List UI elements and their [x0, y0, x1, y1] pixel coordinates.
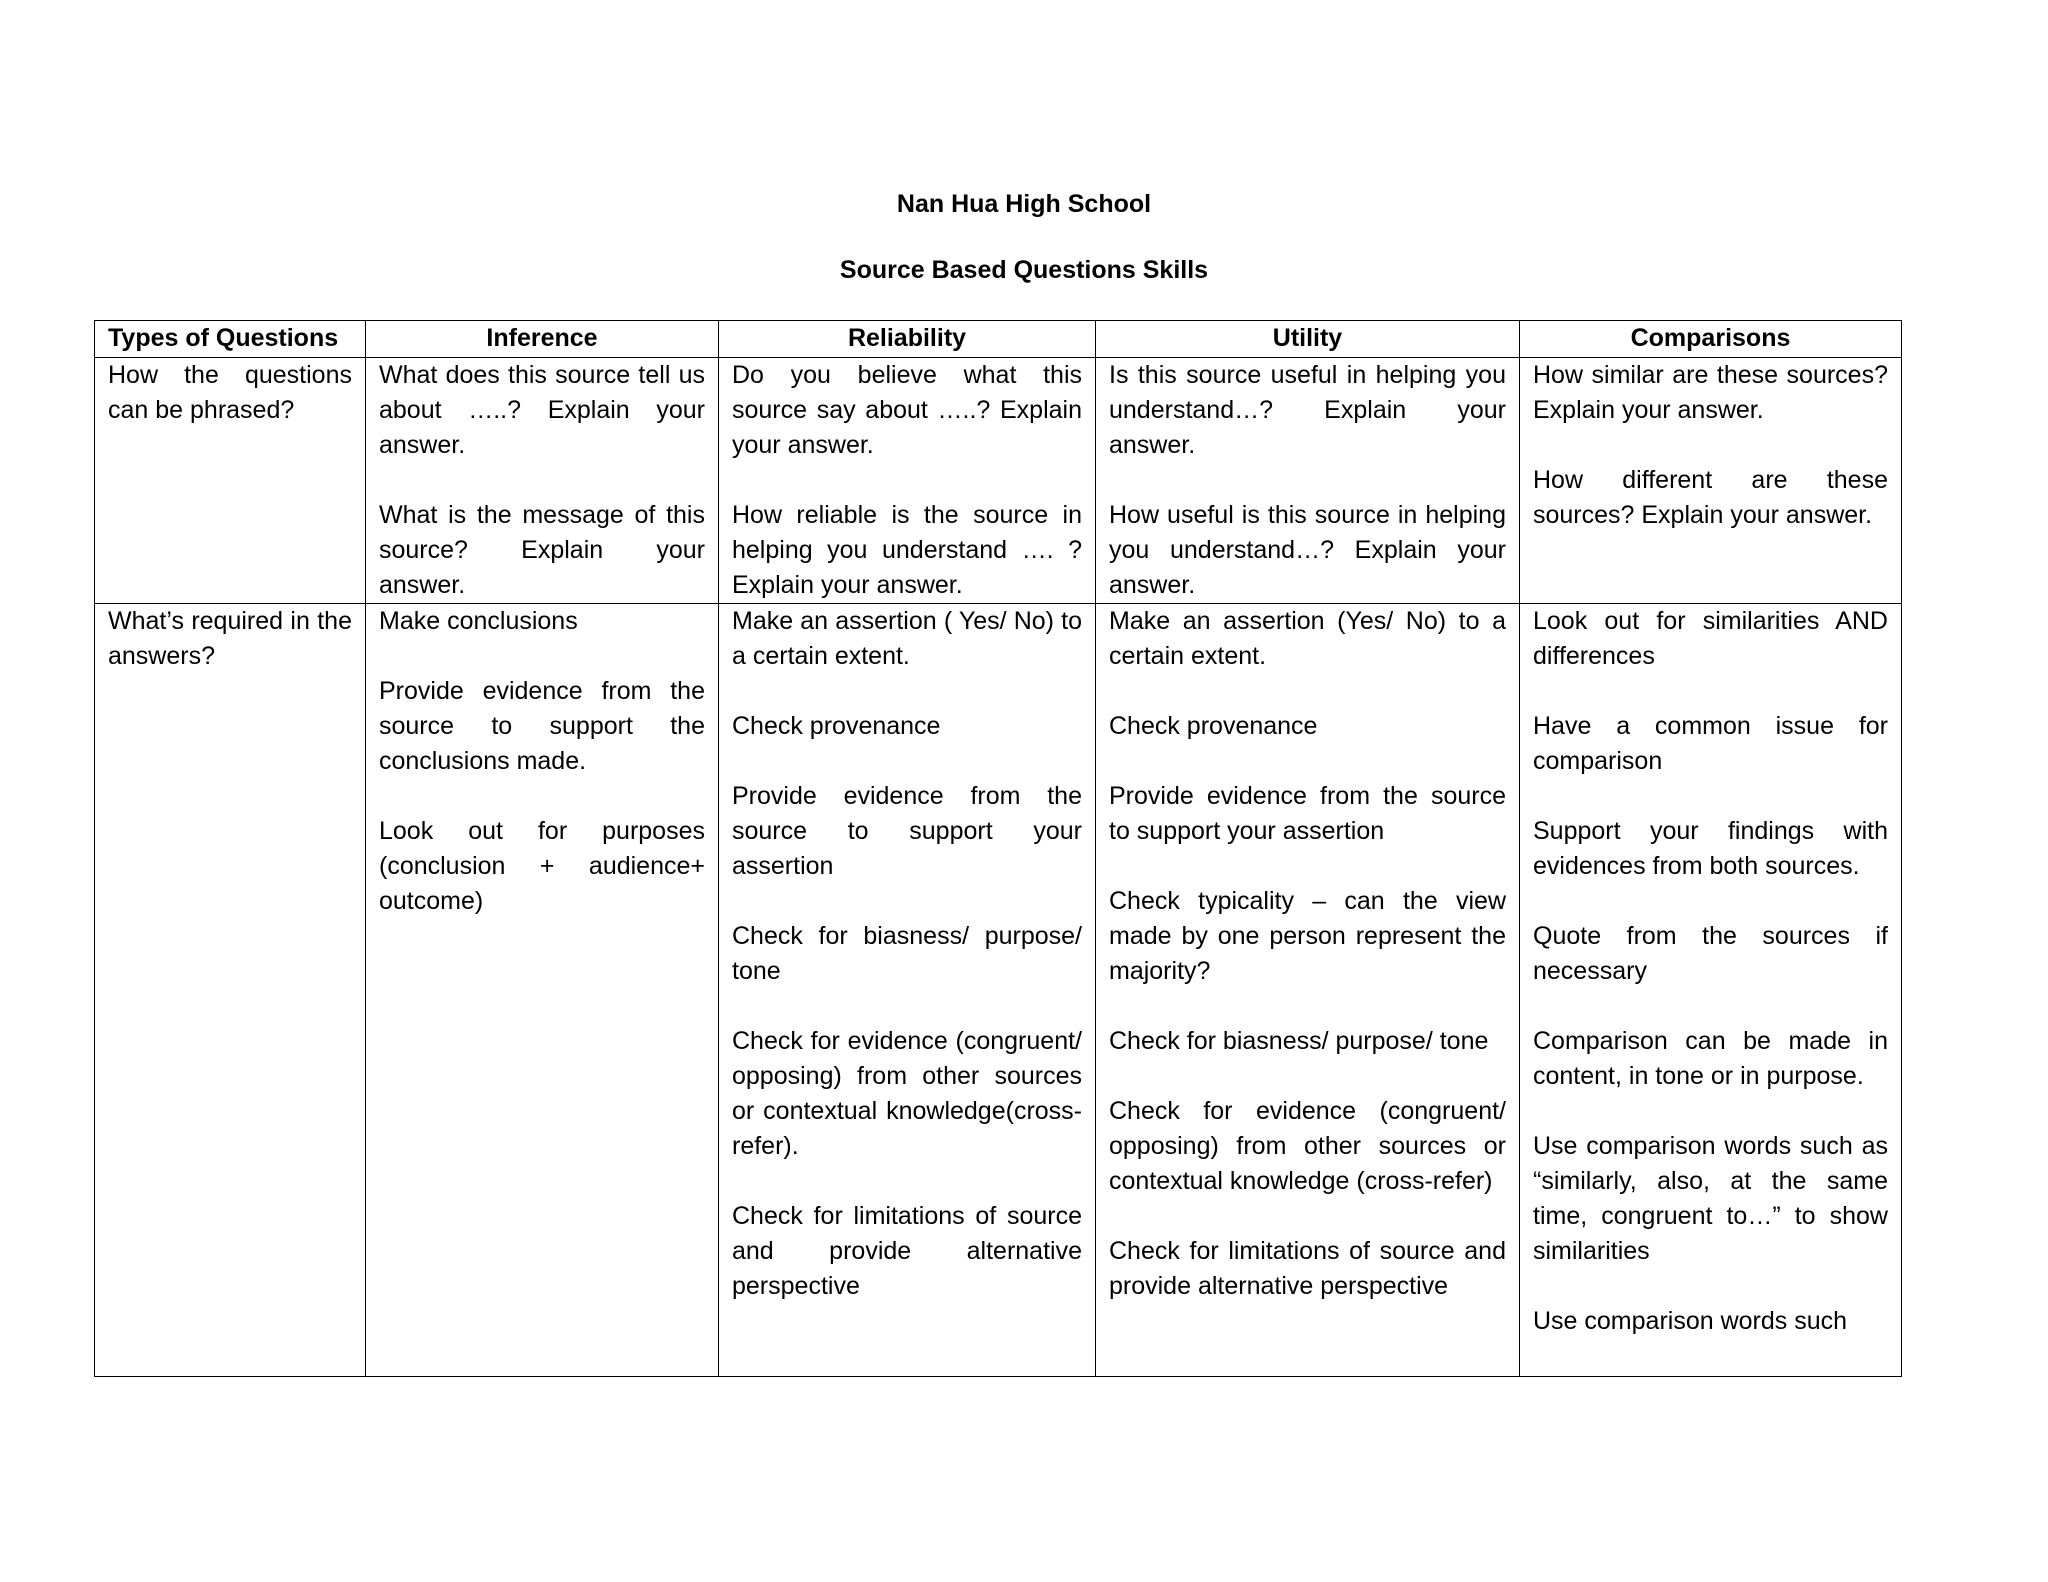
cell-paragraph: Make an assertion ( Yes/ No) to a certain extent. — [732, 607, 1082, 670]
column-header-reliability: Reliability — [719, 321, 1096, 358]
row-label: How the questions can be phrased? — [108, 361, 352, 424]
cell-paragraph: Use comparison words such — [1533, 1307, 1848, 1335]
row-label-cell — [95, 358, 366, 604]
row-label-cell — [95, 604, 366, 1377]
table-row — [95, 604, 1902, 1377]
cell-comparisons — [1520, 358, 1902, 604]
cell-paragraph: Quote from the sources if necessary — [1533, 922, 1888, 985]
table-row — [95, 358, 1902, 604]
cell-paragraph: Check for biasness/ purpose/ tone — [1109, 1027, 1489, 1055]
cell-paragraph: Check typicality – can the view made by one person represent the majority? — [1109, 887, 1506, 985]
cell-paragraph: Check for limitations of source and provide alternative perspective — [732, 1202, 1082, 1300]
column-header-inference: Inference — [366, 321, 719, 358]
cell-paragraph: How similar are these sources? Explain your answer. — [1533, 361, 1888, 424]
cell-utility — [1096, 604, 1520, 1377]
cell-paragraph: Make an assertion (Yes/ No) to a certain extent. — [1109, 607, 1506, 670]
cell-paragraph: What does this source tell us about …..? Explain your answer. — [379, 361, 705, 459]
cell-inference — [366, 358, 719, 604]
cell-paragraph: How reliable is the source in helping you understand …. ? Explain your answer. — [732, 501, 1082, 599]
cell-paragraph: What is the message of this source? Explain your answer. — [379, 501, 705, 599]
cell-paragraph: Provide evidence from the source to support your assertion — [1109, 782, 1506, 845]
cell-paragraph: Check provenance — [732, 712, 941, 740]
cell-paragraph: Have a common issue for comparison — [1533, 712, 1888, 775]
school-title: Nan Hua High School — [896, 190, 1152, 218]
document-subtitle: Source Based Questions Skills — [839, 256, 1209, 284]
cell-paragraph: Check for limitations of source and provide alternative perspective — [1109, 1237, 1506, 1300]
skills-table — [94, 320, 1902, 1377]
cell-paragraph: Make conclusions — [379, 607, 578, 635]
cell-utility — [1096, 358, 1520, 604]
row-label: What’s required in the answers? — [108, 607, 352, 670]
cell-paragraph: How useful is this source in helping you understand…? Explain your answer. — [1109, 501, 1506, 599]
cell-paragraph: Do you believe what this source say about …..? Explain your answer. — [732, 361, 1082, 459]
cell-paragraph: Check for evidence (congruent/ opposing) from other sources or contextual knowledge(cross- refer). — [732, 1027, 1082, 1160]
cell-paragraph: Check provenance — [1109, 712, 1318, 740]
cell-paragraph: Look out for similarities AND differences — [1533, 607, 1888, 670]
cell-paragraph: Check for biasness/ purpose/ tone — [732, 922, 1082, 985]
cell-comparisons — [1520, 604, 1902, 1377]
cell-paragraph: Look out for purposes (conclusion + audience+ outcome) — [379, 817, 705, 915]
cell-paragraph: Support your findings with evidences from both sources. — [1533, 817, 1888, 880]
cell-paragraph: How different are these sources? Explain your answer. — [1533, 466, 1888, 529]
cell-inference — [366, 604, 719, 1377]
cell-paragraph: Comparison can be made in content, in tone or in purpose. — [1533, 1027, 1888, 1090]
column-header-utility: Utility — [1096, 321, 1520, 358]
cell-paragraph: Check for evidence (congruent/ opposing) from other sources or contextual knowledge (cross-refer) — [1109, 1097, 1506, 1195]
column-header-comparisons: Comparisons — [1520, 321, 1902, 358]
cell-reliability — [719, 604, 1096, 1377]
column-header-types: Types of Questions — [95, 321, 366, 358]
table-header-row — [95, 321, 1902, 358]
cell-paragraph: Use comparison words such as “similarly, also, at the same time, congruent to…” to show similarities — [1533, 1132, 1888, 1265]
cell-paragraph: Provide evidence from the source to support the conclusions made. — [379, 677, 705, 775]
cell-reliability — [719, 358, 1096, 604]
cell-paragraph: Is this source useful in helping you understand…? Explain your answer. — [1109, 361, 1506, 459]
cell-paragraph: Provide evidence from the source to support your assertion — [732, 782, 1082, 880]
